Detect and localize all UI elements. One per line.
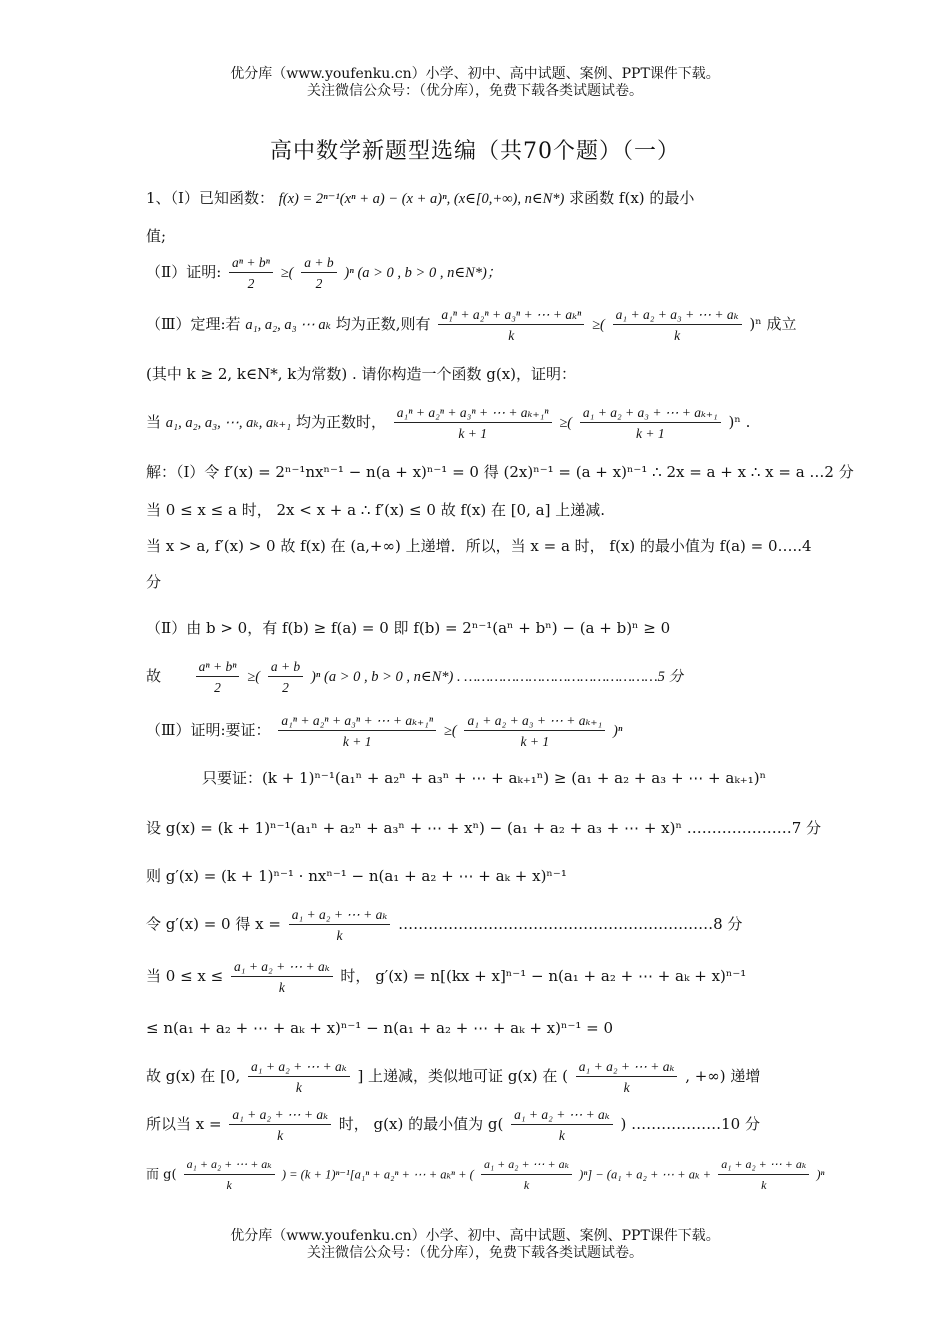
fraction — [229, 1106, 331, 1144]
numerator: a₁ + a₂ + ⋯ + aₖ — [229, 1106, 331, 1125]
numerator: a₁ + a₂ + a₃ + ⋯ + aₖ — [613, 306, 742, 325]
numerator: a₁ + a₂ + ⋯ + aₖ — [718, 1156, 809, 1175]
fraction — [394, 404, 552, 442]
fraction — [718, 1156, 809, 1194]
solution-step-15 — [146, 1156, 825, 1194]
numerator: a₁ + a₂ + ⋯ + aₖ — [289, 906, 391, 925]
denominator: 2 — [315, 276, 323, 291]
solution-step-14-tail: ) ………………10 分 — [620, 1115, 760, 1133]
solution-step-10-tail: ………………………………………………………8 分 — [398, 915, 743, 933]
problem-part-5-tail: )ⁿ . — [728, 413, 751, 431]
denominator: k + 1 — [458, 426, 487, 441]
solution-step-1: 解：（Ⅰ）令 f′(x) = 2ⁿ⁻¹nxⁿ⁻¹ − n(a + x)ⁿ⁻¹ = 0 得 (2x)ⁿ⁻¹ = (a + x)ⁿ⁻¹ ∴ 2x = a + x ∴ x = a …2 分 — [146, 463, 854, 481]
fraction — [301, 254, 336, 292]
fraction — [278, 712, 436, 750]
numerator: a + b — [301, 254, 336, 273]
solution-step-6 — [146, 712, 622, 750]
solution-step-13-tail: , +∞) 递增 — [685, 1067, 761, 1085]
solution-step-14 — [146, 1106, 760, 1144]
footer-line-2: 关注微信公众号：（优分库），免费下载各类试题试卷。 — [307, 1245, 643, 1261]
numerator: a₁ + a₂ + ⋯ + aₖ — [248, 1058, 350, 1077]
problem-part-5-vars: a₁, a₂, a₃, ⋯, aₖ, aₖ₊₁ — [165, 415, 292, 431]
problem-part-1-tail: 求函数 f(x) 的最小 — [569, 189, 695, 207]
solution-step-9: 则 g′(x) = (k + 1)ⁿ⁻¹ · nxⁿ⁻¹ − n(a₁ + a₂ + ⋯ + aₖ + x)ⁿ⁻¹ — [146, 867, 567, 885]
problem-part-5 — [146, 404, 750, 442]
solution-step-3-cont: 分 — [146, 573, 162, 591]
solution-step-2: 当 0 ≤ x ≤ a 时， 2x < x + a ∴ f′(x) ≤ 0 故 f(x) 在 [0, a] 上递减. — [146, 501, 605, 519]
solution-step-11-tail: 时， g′(x) = n[(kx + x]ⁿ⁻¹ − n(a₁ + a₂ + ⋯ + aₖ + x)ⁿ⁻¹ — [340, 967, 747, 985]
solution-step-14-mid: 时， g(x) 的最小值为 g( — [338, 1115, 504, 1133]
denominator: 2 — [282, 680, 289, 695]
solution-step-14-label: 所以当 x = — [146, 1115, 222, 1133]
numerator: a₁ + a₂ + ⋯ + aₖ — [231, 958, 333, 977]
solution-step-10-label: 令 g′(x) = 0 得 x = — [146, 915, 281, 933]
problem-part-2-label: （Ⅱ）证明: — [146, 263, 222, 281]
problem-part-3 — [146, 306, 797, 344]
solution-step-6-label: （Ⅲ）证明:要证： — [146, 721, 271, 739]
page-header — [0, 66, 950, 100]
problem-part-3-vars: a₁, a₂, a₃ ⋯ aₖ — [245, 317, 331, 333]
fraction — [580, 404, 721, 442]
problem-part-3-label: （Ⅲ）定理:若 — [146, 315, 241, 333]
fraction — [184, 1156, 275, 1194]
solution-step-12: ≤ n(a₁ + a₂ + ⋯ + aₖ + x)ⁿ⁻¹ − n(a₁ + a₂ + ⋯ + aₖ + x)ⁿ⁻¹ = 0 — [146, 1019, 614, 1037]
denominator: k — [277, 1128, 284, 1143]
ge-sign: ≥( — [247, 669, 261, 685]
fraction — [438, 306, 584, 344]
ge-sign: ≥( — [443, 723, 457, 739]
solution-step-5-label: 故 — [146, 667, 162, 685]
denominator: k + 1 — [520, 734, 550, 749]
page-footer — [0, 1228, 950, 1262]
numerator: a₁ + a₂ + ⋯ + aₖ — [576, 1058, 678, 1077]
denominator: 2 — [247, 276, 255, 291]
solution-step-15-tail: )ⁿ — [816, 1167, 825, 1182]
problem-part-2 — [146, 254, 501, 292]
numerator: a₁ + a₂ + a₃ + ⋯ + aₖ₊₁ — [580, 404, 721, 423]
numerator: a₁ + a₂ + ⋯ + aₖ — [481, 1156, 572, 1175]
denominator: k — [558, 1128, 565, 1143]
fraction — [248, 1058, 350, 1096]
solution-step-7: 只要证：(k + 1)ⁿ⁻¹(a₁ⁿ + a₂ⁿ + a₃ⁿ + ⋯ + aₖ₊₁ⁿ) ≥ (a₁ + a₂ + a₃ + ⋯ + aₖ₊₁)ⁿ — [202, 769, 767, 787]
problem-part-1-cont: 值; — [146, 227, 167, 245]
solution-step-15-label: 而 g( — [146, 1167, 177, 1183]
numerator: a + b — [268, 658, 303, 677]
denominator: k — [226, 1178, 232, 1192]
denominator: k — [761, 1178, 767, 1192]
denominator: k — [523, 1178, 530, 1192]
fraction — [268, 658, 303, 696]
problem-part-4: (其中 k ≥ 2, k∈N*, k为常数) . 请你构造一个函数 g(x)，证明： — [146, 365, 577, 383]
fraction — [196, 658, 240, 696]
solution-step-13 — [146, 1058, 760, 1096]
solution-step-11-label: 当 0 ≤ x ≤ — [146, 967, 224, 985]
fraction — [231, 958, 333, 996]
numerator: a₁ + a₂ + ⋯ + aₖ — [184, 1156, 275, 1175]
solution-step-15-mid: ) = (k + 1)ⁿ⁻¹[a₁ⁿ + a₂ⁿ + ⋯ + aₖⁿ + ( — [281, 1167, 474, 1182]
solution-step-5 — [146, 658, 683, 696]
page-title: 高中数学新题型选编（共70个题）（一） — [270, 139, 680, 164]
solution-step-15-mid-2: )ⁿ] − (a₁ + a₂ + ⋯ + aₖ + — [579, 1167, 712, 1182]
header-line-1: 优分库（www.youfenku.cn）小学、初中、高中试题、案例、PPT课件下载。 — [230, 66, 720, 82]
solution-step-13-label: 故 g(x) 在 [0, — [146, 1067, 241, 1085]
denominator: k + 1 — [636, 426, 665, 441]
numerator: aⁿ + bⁿ — [196, 658, 240, 677]
problem-part-2-tail: )ⁿ (a > 0 , b > 0 , n∈N*)； — [344, 265, 502, 281]
solution-step-3: 当 x > a, f′(x) > 0 故 f(x) 在 (a,+∞) 上递增．所以，当 x = a 时， f(x) 的最小值为 f(a) = 0…..4 — [146, 537, 812, 555]
problem-part-1-formula: f(x) = 2ⁿ⁻¹(xⁿ + a) − (x + a)ⁿ, (x∈[0,+∞), n∈N*) — [278, 191, 565, 207]
fraction — [576, 1058, 678, 1096]
problem-part-5-mid: 均为正数时， — [295, 413, 386, 431]
numerator: a₁ⁿ + a₂ⁿ + a₃ⁿ + ⋯ + aₖ₊₁ⁿ — [278, 712, 436, 731]
denominator: k + 1 — [342, 734, 372, 749]
solution-step-5-tail: )ⁿ (a > 0 , b > 0 , n∈N*) . ………………………………………5 分 — [310, 669, 684, 685]
numerator: a₁ + a₂ + a₃ + ⋯ + aₖ₊₁ — [464, 712, 605, 731]
numerator: a₁ⁿ + a₂ⁿ + a₃ⁿ + ⋯ + aₖⁿ — [438, 306, 584, 325]
fraction — [229, 254, 273, 292]
header-line-2: 关注微信公众号：（优分库），免费下载各类试题试卷。 — [307, 83, 643, 99]
denominator: k — [674, 328, 681, 343]
fraction — [511, 1106, 613, 1144]
solution-step-13-mid: ] 上递减，类似地可证 g(x) 在 ( — [357, 1067, 568, 1085]
problem-part-3-tail: )ⁿ 成立 — [749, 315, 797, 333]
ge-sign: ≥( — [280, 265, 294, 281]
solution-step-10 — [146, 906, 742, 944]
solution-step-8: 设 g(x) = (k + 1)ⁿ⁻¹(a₁ⁿ + a₂ⁿ + a₃ⁿ + ⋯ + xⁿ) − (a₁ + a₂ + a₃ + ⋯ + x)ⁿ …………………7 分 — [146, 819, 822, 837]
problem-part-3-mid: 均为正数,则有 — [335, 315, 431, 333]
denominator: k — [295, 1080, 302, 1095]
fraction — [464, 712, 605, 750]
solution-step-4: （Ⅱ）由 b > 0，有 f(b) ≥ f(a) = 0 即 f(b) = 2ⁿ⁻¹(aⁿ + bⁿ) − (a + b)ⁿ ≥ 0 — [146, 619, 671, 637]
fraction — [613, 306, 742, 344]
denominator: k — [623, 1080, 630, 1095]
problem-part-1-label: 1、（Ⅰ）已知函数： — [146, 189, 274, 207]
ge-sign: ≥( — [592, 317, 605, 333]
ge-sign: ≥( — [559, 415, 573, 431]
problem-part-5-label: 当 — [146, 413, 162, 431]
solution-step-11 — [146, 958, 746, 996]
fraction — [481, 1156, 572, 1194]
numerator: aⁿ + bⁿ — [229, 254, 273, 273]
problem-part-1 — [146, 188, 694, 209]
numerator: a₁ + a₂ + ⋯ + aₖ — [511, 1106, 613, 1125]
denominator: k — [336, 928, 343, 943]
denominator: 2 — [214, 680, 221, 695]
footer-line-1: 优分库（www.youfenku.cn）小学、初中、高中试题、案例、PPT课件下载。 — [230, 1228, 720, 1244]
numerator: a₁ⁿ + a₂ⁿ + a₃ⁿ + ⋯ + aₖ₊₁ⁿ — [394, 404, 552, 423]
solution-step-6-tail: )ⁿ — [613, 723, 623, 739]
denominator: k — [508, 328, 515, 343]
denominator: k — [278, 980, 285, 995]
fraction — [289, 906, 391, 944]
